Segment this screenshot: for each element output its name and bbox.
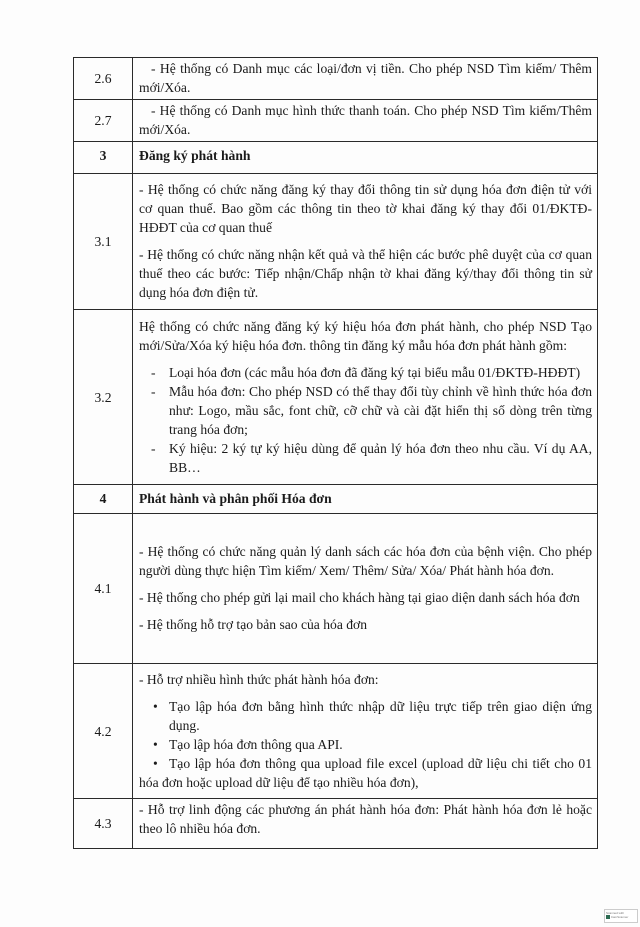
row-number: 4.2 — [74, 664, 133, 799]
row-number: 2.7 — [74, 100, 133, 142]
badge-brand: CamScanner — [610, 915, 629, 919]
dash-list — [139, 363, 592, 477]
row-number: 2.6 — [74, 58, 133, 100]
table-row — [74, 100, 598, 142]
list-item: - Loại hóa đơn (các mẫu hóa đơn đã đăng ký tại biểu mẫu 01/ĐKTĐ-HĐĐT) — [139, 363, 592, 382]
camscanner-logo-icon — [606, 915, 610, 919]
section-header-row — [74, 485, 598, 514]
table-row — [74, 310, 598, 485]
row-content: - Hệ thống có Danh mục hình thức thanh toán. Cho phép NSD Tìm kiếm/Thêm mới/Xóa. — [133, 100, 598, 142]
list-item: • Tạo lập hóa đơn thông qua API. — [139, 735, 592, 754]
table-row — [74, 58, 598, 100]
bullet-list — [139, 697, 592, 792]
table-row — [74, 664, 598, 799]
row-content — [133, 664, 598, 799]
list-item: - Ký hiệu: 2 ký tự ký hiệu dùng để quản lý hóa đơn theo nhu cầu. Ví dụ AA, BB… — [139, 439, 592, 477]
row-content — [133, 514, 598, 664]
paragraph: - Hệ thống có chức năng nhận kết quả và thể hiện các bước phê duyệt của cơ quan thuế theo các bước: Tiếp nhận/Chấp nhận tờ khai đăng ký/thay đổi thông tin sử dụng hóa đơn điện tử. — [139, 247, 592, 300]
section-number: 4 — [74, 485, 133, 514]
section-title: Phát hành và phân phối Hóa đơn — [133, 485, 598, 514]
table-row — [74, 514, 598, 664]
row-number: 3.2 — [74, 310, 133, 485]
paragraph: - Hệ thống hỗ trợ tạo bản sao của hóa đơn — [139, 617, 368, 632]
list-item: • Tạo lập hóa đơn thông qua upload file excel (upload dữ liệu chi tiết cho 01 hóa đơn hoặc upload dữ liệu để tạo nhiều hóa đơn), — [139, 754, 592, 792]
paragraph: - Hệ thống có chức năng đăng ký thay đổi thông tin sử dụng hóa đơn điện tử với cơ quan thuế. Bao gồm các thông tin theo tờ khai đăng ký thay đổi 01/ĐKTĐ-HĐĐT của cơ quan thuế — [139, 182, 592, 235]
requirements-table — [73, 57, 598, 849]
row-content: - Hỗ trợ linh động các phương án phát hành hóa đơn: Phát hành hóa đơn lẻ hoặc theo lô nhiều hóa đơn. — [133, 799, 598, 849]
list-item: • Tạo lập hóa đơn bằng hình thức nhập dữ liệu trực tiếp trên giao diện ứng dụng. — [139, 697, 592, 735]
list-item: - Mẫu hóa đơn: Cho phép NSD có thể thay đổi tùy chỉnh về hình thức hóa đơn như: Logo, mầu sắc, font chữ, cỡ chữ và cài đặt hiển thị số dòng trên từng trang hóa đơn; — [139, 382, 592, 439]
paragraph: Hệ thống có chức năng đăng ký ký hiệu hóa đơn phát hành, cho phép NSD Tạo mới/Sửa/Xóa ký hiệu hóa đơn. thông tin đăng ký mẫu hóa đơn phát hành gồm: — [139, 318, 592, 353]
row-number: 3.1 — [74, 174, 133, 310]
row-number: 4.3 — [74, 799, 133, 849]
badge-caption: Scanned with — [606, 911, 625, 915]
section-title: Đăng ký phát hành — [133, 142, 598, 174]
row-number: 4.1 — [74, 514, 133, 664]
table-row — [74, 174, 598, 310]
row-content — [133, 310, 598, 485]
row-content — [133, 174, 598, 310]
paragraph: - Hệ thống cho phép gửi lại mail cho khách hàng tại giao diện danh sách hóa đơn — [139, 590, 580, 605]
scanner-badge — [604, 909, 638, 923]
section-number: 3 — [74, 142, 133, 174]
paragraph: - Hệ thống có chức năng quản lý danh sách các hóa đơn của bệnh viện. Cho phép người dùng thực hiện Tìm kiếm/ Xem/ Thêm/ Sửa/ Xóa/ Phát hành hóa đơn. — [139, 544, 592, 578]
section-header-row — [74, 142, 598, 174]
table-row — [74, 799, 598, 849]
row-content: - Hệ thống có Danh mục các loại/đơn vị tiền. Cho phép NSD Tìm kiếm/ Thêm mới/Xóa. — [133, 58, 598, 100]
paragraph: - Hỗ trợ nhiều hình thức phát hành hóa đơn: — [139, 671, 379, 687]
